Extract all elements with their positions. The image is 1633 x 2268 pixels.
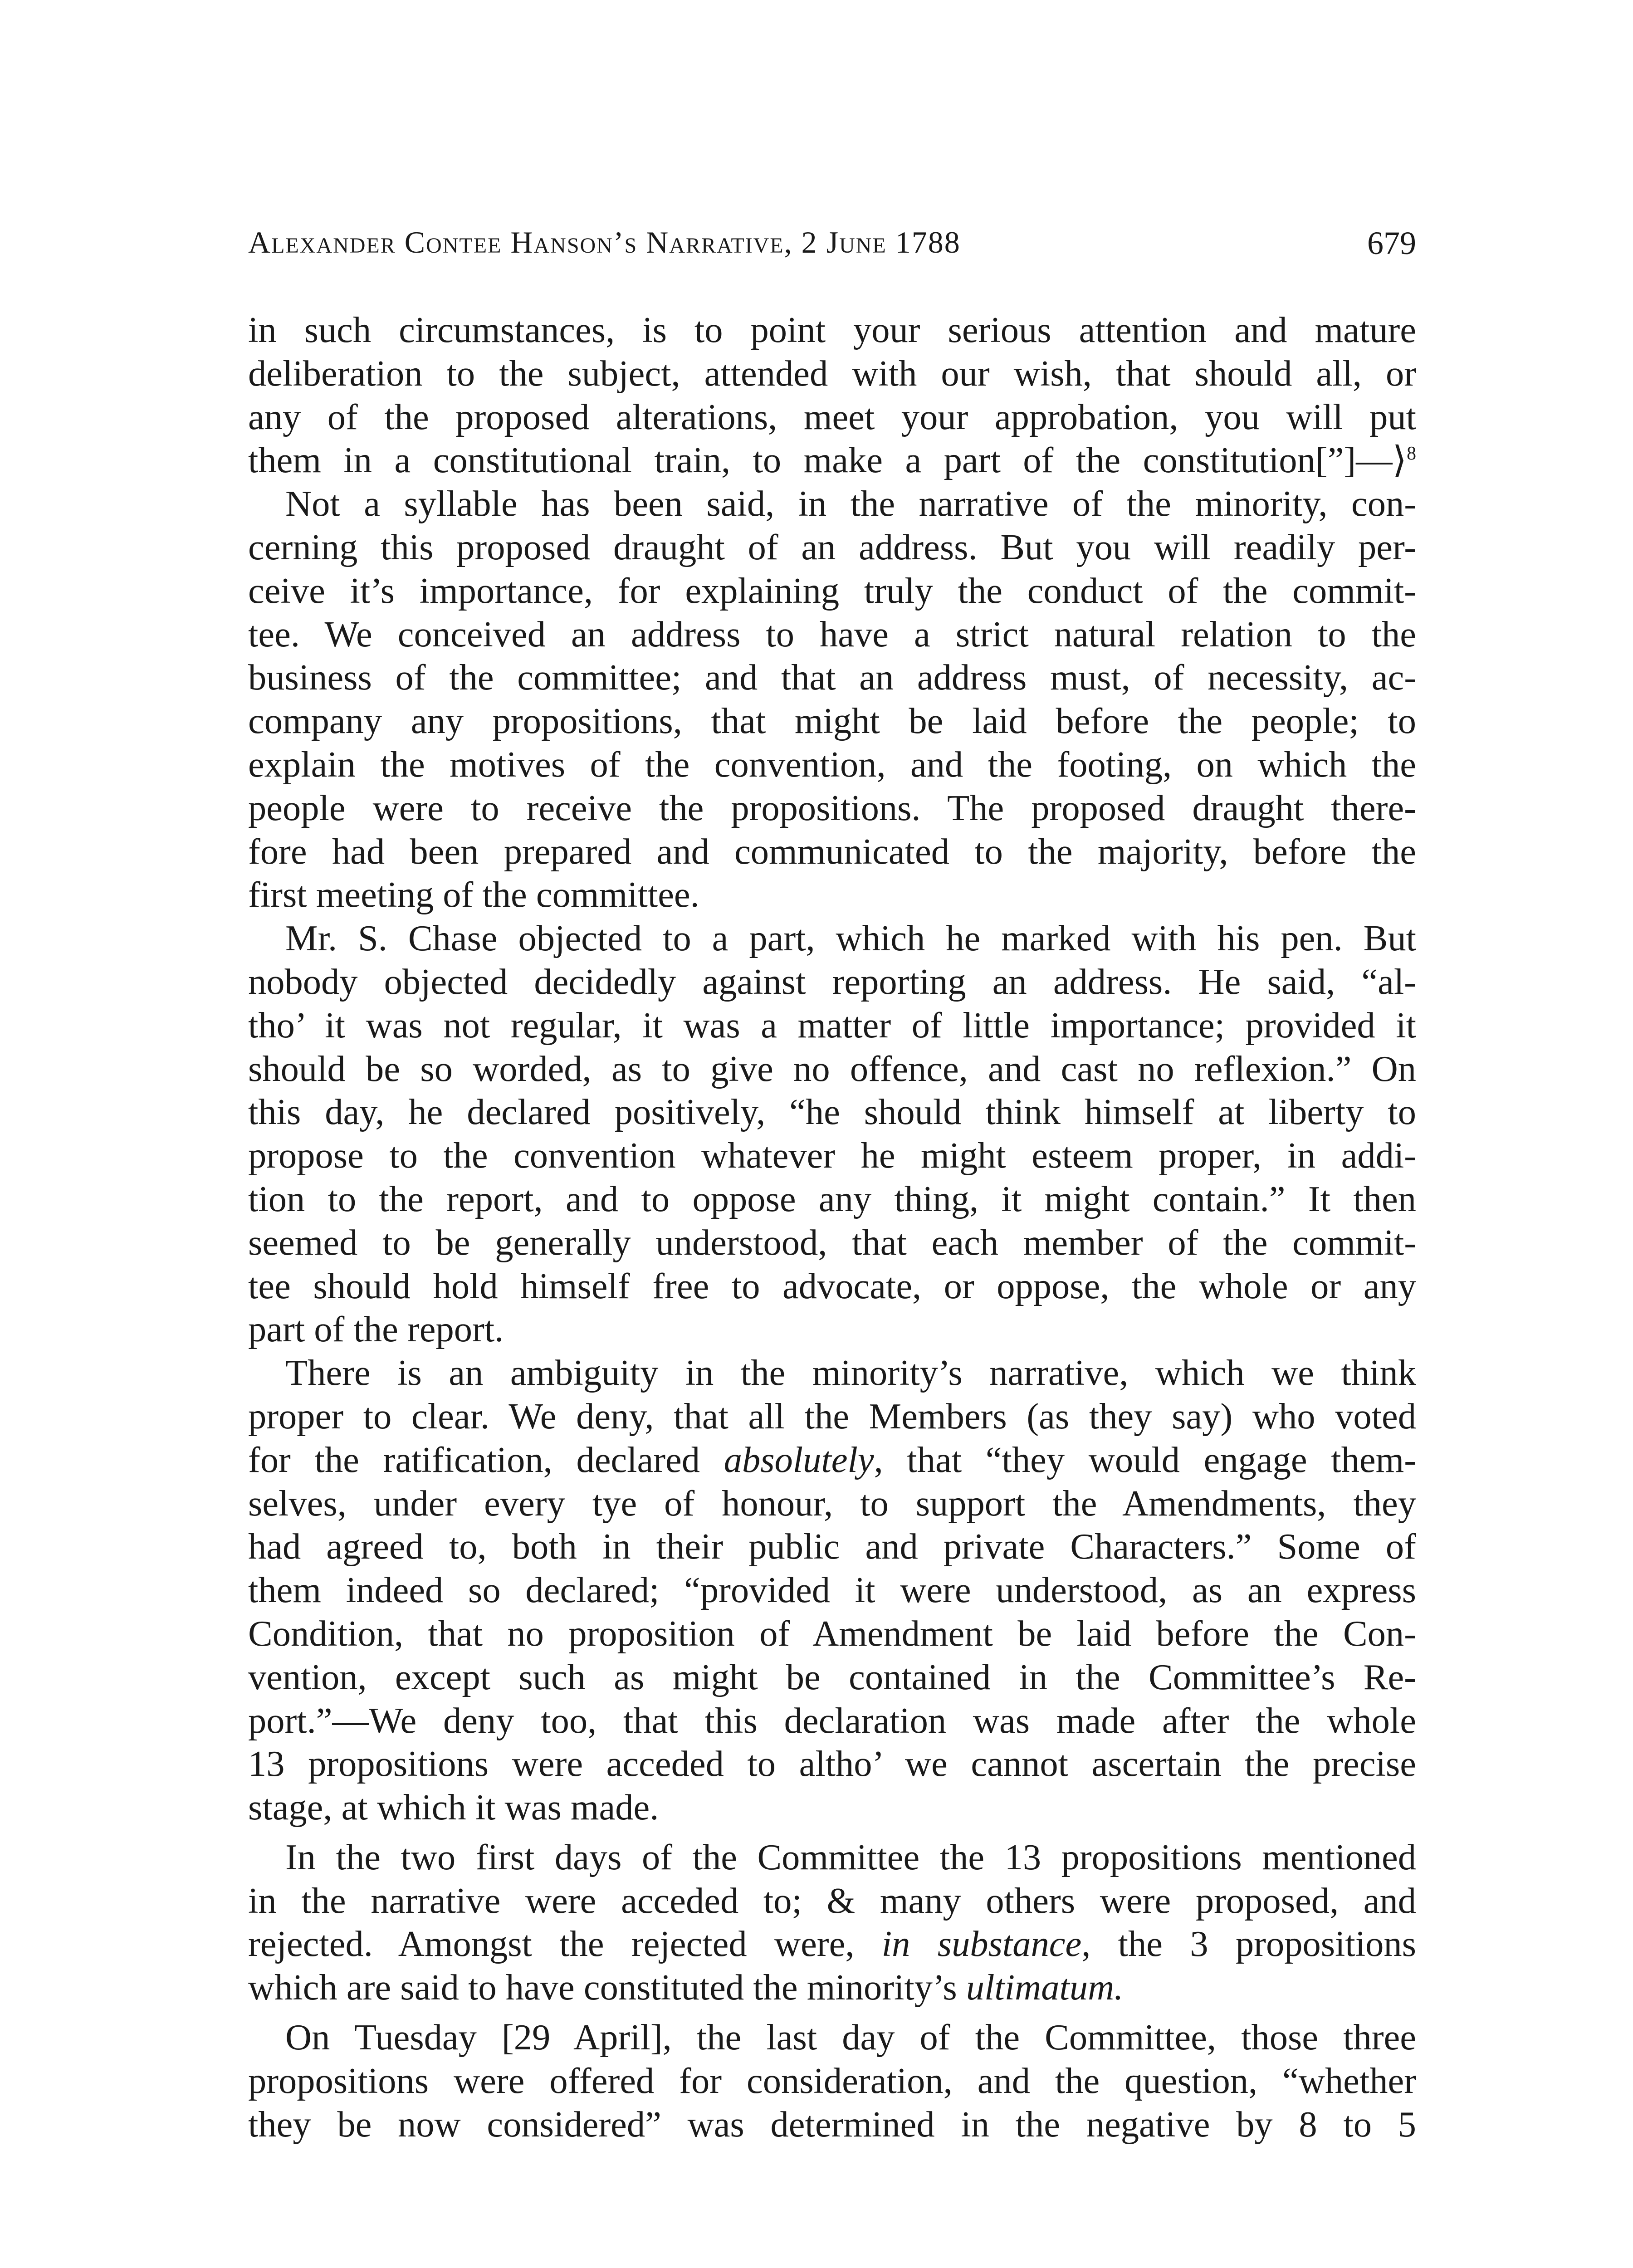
text-line bbox=[248, 1221, 1416, 1265]
text-line bbox=[248, 1438, 1416, 1482]
text-line bbox=[248, 830, 1416, 874]
running-title: Alexander Contee Hanson’s Narrative, 2 June 1788 bbox=[248, 225, 961, 259]
line-text: explain the motives of the convention, and the footing, on which the bbox=[248, 744, 1416, 785]
line-text: any of the proposed alterations, meet your approbation, you will put bbox=[248, 396, 1416, 437]
text-line bbox=[248, 1047, 1416, 1091]
line-text: On Tuesday [29 April], the last day of the Committee, those three bbox=[285, 2017, 1416, 2058]
line-text: them in a constitutional train, to make a part of the constitution[”]—⟩ bbox=[248, 440, 1407, 481]
line-text: had agreed to, both in their public and private Characters.” Some of bbox=[248, 1526, 1416, 1567]
line-text: propose to the convention whatever he might esteem proper, in addi- bbox=[248, 1135, 1416, 1176]
text-line bbox=[248, 1569, 1416, 1612]
line-text: deliberation to the subject, attended with our wish, that should all, or bbox=[248, 353, 1416, 394]
text-line bbox=[248, 569, 1416, 613]
line-text: Not a syllable has been said, in the narrative of the minority, con- bbox=[285, 484, 1416, 524]
text-line bbox=[248, 1090, 1416, 1134]
line-text: port.”—We deny too, that this declaration was made after the whole bbox=[248, 1700, 1416, 1741]
text-line bbox=[248, 917, 1416, 960]
line-text: for the ratification, declared bbox=[248, 1439, 724, 1480]
line-text: they be now considered” was determined in the negative by 8 to 5 bbox=[248, 2104, 1416, 2145]
line-text: , the 3 propositions bbox=[1081, 1924, 1416, 1965]
line-text: There is an ambiguity in the minority’s narrative, which we think bbox=[285, 1353, 1416, 1393]
line-text: propositions were offered for consideration, and the question, “whether bbox=[248, 2060, 1416, 2101]
text-line bbox=[248, 1699, 1416, 1743]
text-line bbox=[248, 1922, 1416, 1966]
text-line bbox=[248, 526, 1416, 569]
text-line bbox=[248, 873, 1416, 917]
line-text: seemed to be generally understood, that each member of the commit- bbox=[248, 1222, 1416, 1263]
italic-text: ultimatum. bbox=[966, 1967, 1124, 2008]
text-line bbox=[248, 1786, 1416, 1829]
text-line bbox=[248, 1879, 1416, 1923]
text-line bbox=[248, 656, 1416, 699]
line-text: cerning this proposed draught of an address. But you will readily per- bbox=[248, 527, 1416, 567]
text-line bbox=[248, 396, 1416, 439]
text-line bbox=[248, 1134, 1416, 1178]
line-text: part of the report. bbox=[248, 1309, 504, 1350]
text-line bbox=[248, 1004, 1416, 1047]
text-line bbox=[248, 308, 1416, 352]
line-text: tho’ it was not regular, it was a matter of little importance; provided it bbox=[248, 1005, 1416, 1046]
text-line bbox=[248, 2016, 1416, 2059]
line-text: tion to the report, and to oppose any thing, it might contain.” It then bbox=[248, 1178, 1416, 1219]
line-text: Mr. S. Chase objected to a part, which he marked with his pen. But bbox=[285, 918, 1416, 959]
text-line bbox=[248, 2103, 1416, 2146]
footnote-marker: 8 bbox=[1407, 443, 1416, 464]
line-text: should be so worded, as to give no offence, and cast no reflexion.” On bbox=[248, 1048, 1416, 1089]
text-line bbox=[248, 699, 1416, 743]
text-line bbox=[248, 1612, 1416, 1656]
line-text: business of the committee; and that an address must, of necessity, ac- bbox=[248, 657, 1416, 698]
text-line bbox=[248, 1482, 1416, 1525]
text-line bbox=[248, 1395, 1416, 1438]
line-text: rejected. Amongst the rejected were, bbox=[248, 1924, 882, 1965]
line-text: tee. We conceived an address to have a strict natural relation to the bbox=[248, 614, 1416, 655]
text-line bbox=[248, 1178, 1416, 1221]
text-line bbox=[248, 1656, 1416, 1699]
line-text: 13 propositions were acceded to altho’ we cannot ascertain the precise bbox=[248, 1744, 1416, 1784]
line-text: , that “they would engage them- bbox=[874, 1439, 1417, 1480]
line-text: company any propositions, that might be laid before the people; to bbox=[248, 701, 1416, 742]
text-line bbox=[248, 1836, 1416, 1879]
line-text: nobody objected decidedly against reporting an address. He said, “al- bbox=[248, 961, 1416, 1002]
line-text: people were to receive the propositions. The proposed draught there- bbox=[248, 787, 1416, 828]
line-text: in the narrative were acceded to; & many others were proposed, and bbox=[248, 1880, 1416, 1921]
body-text bbox=[248, 308, 1416, 2146]
italic-text: absolutely bbox=[724, 1439, 874, 1480]
text-line bbox=[248, 787, 1416, 830]
text-line bbox=[248, 2059, 1416, 2103]
line-text: vention, except such as might be contained in the Committee’s Re- bbox=[248, 1657, 1416, 1697]
line-text: fore had been prepared and communicated to the majority, before the bbox=[248, 831, 1416, 872]
running-head bbox=[248, 225, 1416, 270]
text-line bbox=[248, 1351, 1416, 1395]
text-line bbox=[248, 960, 1416, 1004]
text-line bbox=[248, 1308, 1416, 1351]
text-line bbox=[248, 1525, 1416, 1569]
line-text: them indeed so declared; “provided it were understood, as an express bbox=[248, 1570, 1416, 1611]
line-text: this day, he declared positively, “he should think himself at liberty to bbox=[248, 1092, 1416, 1133]
line-text: Condition, that no proposition of Amendment be laid before the Con- bbox=[248, 1613, 1416, 1654]
line-text: stage, at which it was made. bbox=[248, 1787, 659, 1828]
line-text: which are said to have constituted the minority’s bbox=[248, 1967, 966, 2008]
text-line bbox=[248, 1265, 1416, 1308]
text-line bbox=[248, 613, 1416, 656]
text-line bbox=[248, 1742, 1416, 1786]
line-text: In the two first days of the Committee the 13 propositions mentioned bbox=[285, 1837, 1416, 1877]
italic-text: in substance bbox=[881, 1924, 1082, 1965]
line-text: ceive it’s importance, for explaining truly the conduct of the commit- bbox=[248, 570, 1416, 611]
line-text: in such circumstances, is to point your serious attention and mature bbox=[248, 310, 1416, 350]
line-text: first meeting of the committee. bbox=[248, 875, 699, 915]
text-line bbox=[248, 352, 1416, 396]
text-line bbox=[248, 439, 1416, 482]
line-text: selves, under every tye of honour, to support the Amendments, they bbox=[248, 1483, 1416, 1524]
line-text: proper to clear. We deny, that all the Members (as they say) who voted bbox=[248, 1396, 1416, 1437]
page-number: 679 bbox=[1367, 225, 1416, 261]
text-line bbox=[248, 1966, 1416, 2009]
line-text: tee should hold himself free to advocate, or oppose, the whole or any bbox=[248, 1266, 1416, 1306]
text-line bbox=[248, 743, 1416, 787]
text-line bbox=[248, 482, 1416, 526]
